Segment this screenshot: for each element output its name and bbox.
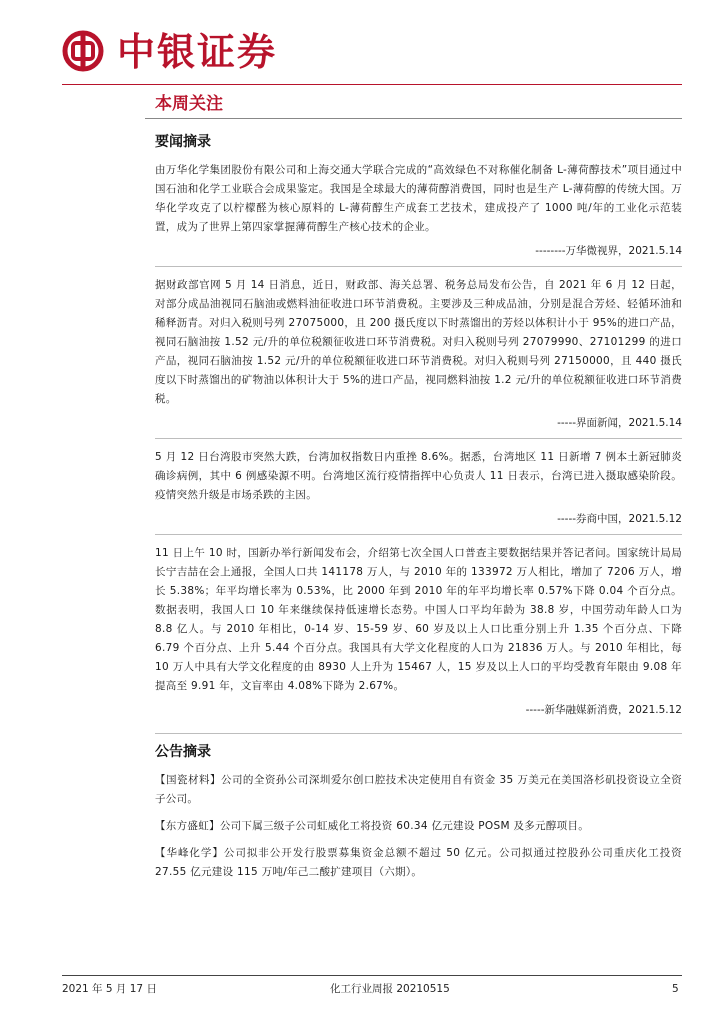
footer-date: 2021 年 5 月 17 日 xyxy=(62,983,157,995)
announcement-item xyxy=(155,844,682,882)
header-divider xyxy=(62,84,682,85)
news-item-text: 据财政部官网 5 月 14 日消息，近日，财政部、海关总署、税务总局发布公告，自 2021 年 6 月 12 日起，对部分成品油视同石脑油或燃料油征收进口环节消费税。主要涉及三种成品油，分别是混合芳烃、轻循环油和稀释沥青。对归入税则号列 27075000，且 200 摄氏度以下时蒸馏出的芳烃以体积计小于 95%的进口产品，视同石脑油按 1.52 元/升的单位税额征收进口环节消费税。对归入税则号列 27079990、27101299 的进口产品，视同石脑油按 1.52 元/升的单位税额征收进口环节消费税。对归入税则号列 27150000，且 440 摄氏度以下时蒸馏出的矿物油以体积计大于 5%的进口产品，视同燃料油按 1.2 元/升的单位税额征收进口环节消费税。 xyxy=(155,279,682,405)
title-divider xyxy=(145,118,682,119)
news-item-source: -----界面新闻，2021.5.14 xyxy=(557,417,682,429)
brand-name: 中银证券 xyxy=(117,30,278,74)
announcement-text: 公司下属三级子公司虹威化工将投资 60.34 亿元建设 POSM 及多元醇项目。 xyxy=(219,820,590,832)
announcement-text: 公司拟非公开发行股票募集资金总额不超过 50 亿元。公司拟通过控股孙公司重庆化工投资 27.55 亿元建设 115 万吨/年己二酸扩建项目（六期）。 xyxy=(155,847,682,878)
divider xyxy=(155,438,682,439)
divider xyxy=(155,733,682,734)
boc-logo-icon xyxy=(62,30,104,72)
divider xyxy=(155,534,682,535)
announcement-text: 公司的全资孙公司深圳爱尔创口腔技术决定使用自有资金 35 万美元在美国洛杉矶投资设立全资子公司。 xyxy=(155,774,682,805)
announcement-item xyxy=(155,817,682,836)
divider xyxy=(155,266,682,267)
announcement-company: 【国瓷材料】 xyxy=(155,774,221,786)
news-item-text: 5 月 12 日台湾股市突然大跌，台湾加权指数日内重挫 8.6%。据悉，台湾地区 11 日新增 7 例本土新冠肺炎确诊病例，其中 6 例感染源不明。台湾地区流行疫情指挥中心负责人 11 日表示，台湾已进入摄取感染阶段。疫情突然升级是市场杀跌的主因。 xyxy=(155,451,682,501)
news-section-title: 要闻摘录 xyxy=(155,134,211,150)
announcement-company: 【华峰化学】 xyxy=(155,847,224,859)
announcements-section-title: 公告摘录 xyxy=(155,744,211,760)
announcement-item xyxy=(155,771,682,809)
news-item-text: 11 日上午 10 时，国新办举行新闻发布会，介绍第七次全国人口普查主要数据结果并答记者问。国家统计局局长宁吉喆在会上通报，全国人口共 141178 万人，与 2010 年的 133972 万人相比，增加了 7206 万人，增长 5.38%；年平均增长率为 0.53%，比 2000 年到 2010 年的年平均增长率 0.57%下降 0.04 个百分点。数据表明，我国人口 10 年来继续保持低速增长态势。中国人口平均年龄为 38.8 岁，中国劳动年龄人口为 8.8 亿人。与 2010 年相比，0-14 岁、15-59 岁、60 岁及以上人口比重分别上升 1.35 个百分点、下降 6.79 个百分点、上升 5.44 个百分点。我国具有大学文化程度的人口为 21836 万人。与 2010 年相比，每 10 万人中具有大学文化程度的由 8930 人上升为 15467 人，15 岁及以上人口的平均受教育年限由 9.08 年提高至 9.91 年，文盲率由 4.08%下降为 2.67%。 xyxy=(155,547,682,692)
page-number: 5 xyxy=(672,983,679,995)
page-title: 本周关注 xyxy=(155,94,223,114)
news-item-source: -----新华融媒新消费，2021.5.12 xyxy=(525,704,682,716)
footer-report-name: 化工行业周报 20210515 xyxy=(330,983,450,995)
news-item-source: --------万华微视界，2021.5.14 xyxy=(535,245,682,257)
footer-divider xyxy=(62,975,682,976)
report-header xyxy=(62,26,682,78)
main-content xyxy=(155,132,682,890)
news-item-text: 由万华化学集团股份有限公司和上海交通大学联合完成的“高效绿色不对称催化制备 L-薄荷醇技术”项目通过中国石油和化学工业联合会成果鉴定。我国是全球最大的薄荷醇消费国，同时也是生产 L-薄荷醇的传统大国。万华化学攻克了以柠檬醛为核心原料的 L-薄荷醇生产成套工艺技术，建成投产了 1000 吨/年的工业化示范装置，成为了世界上第四家掌握薄荷醇生产核心技术的企业。 xyxy=(155,164,682,233)
news-item-source: -----券商中国，2021.5.12 xyxy=(557,513,682,525)
announcement-company: 【东方盛虹】 xyxy=(155,820,220,832)
